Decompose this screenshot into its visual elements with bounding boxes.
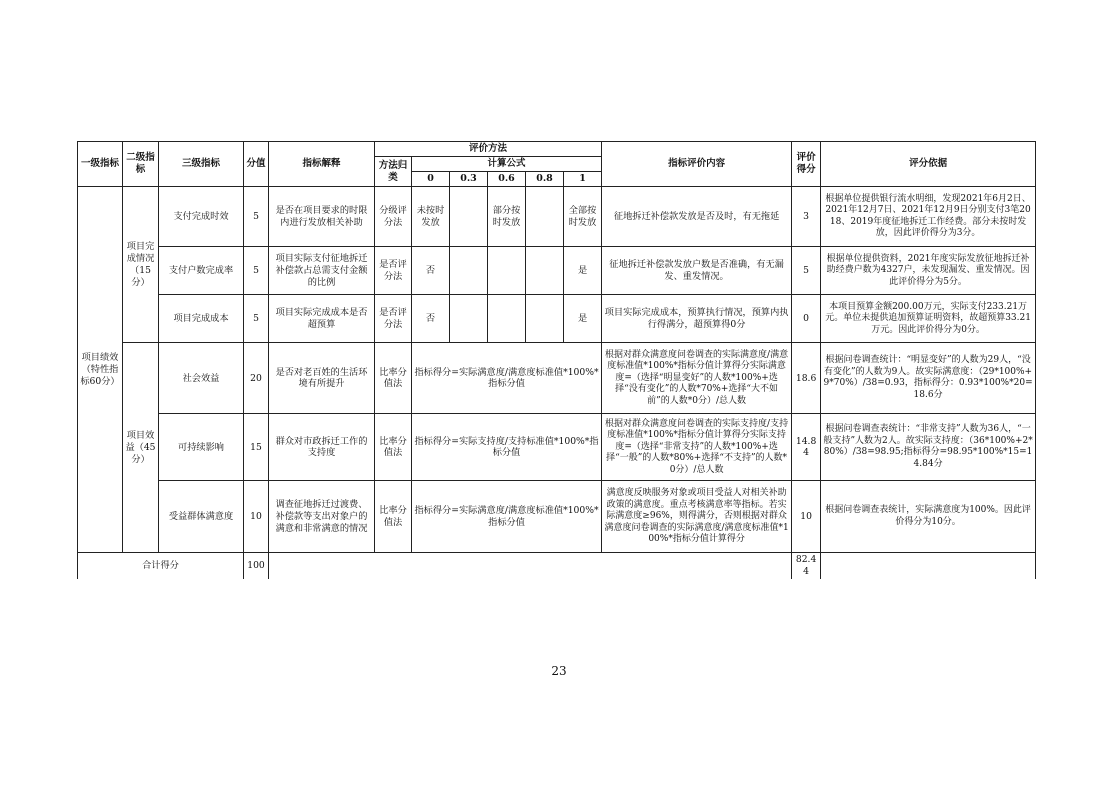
formula-06-cell: 部分按时发放 bbox=[488, 187, 526, 247]
method-cell: 比率分值法 bbox=[375, 343, 412, 414]
table-row bbox=[78, 187, 1036, 247]
basis-cell: 根据单位提供银行流水明细，发现2021年6月2日、2021年12月7日、2021年12月9日分别支付3笔2018、2019年度征地拆迁工作经费。部分未按时发放，因此评价得分为3分。 bbox=[821, 187, 1036, 247]
explain-cell: 群众对市政拆迁工作的支持度 bbox=[269, 414, 375, 481]
formula-03-cell bbox=[450, 187, 488, 247]
formula-cell: 指标得分=实际满意度/满意度标准值*100%*指标分值 bbox=[412, 343, 602, 414]
formula-0-cell: 否 bbox=[412, 295, 450, 343]
method-cell: 比率分值法 bbox=[375, 414, 412, 481]
level3-cell: 受益群体满意度 bbox=[159, 481, 244, 553]
header-score: 分值 bbox=[244, 142, 269, 187]
level1-cell: 项目绩效（特性指标60分） bbox=[78, 187, 123, 553]
explain-cell: 是否在项目要求的时限内进行发放相关补助 bbox=[269, 187, 375, 247]
level3-cell: 可持续影响 bbox=[159, 414, 244, 481]
got-cell: 14.84 bbox=[792, 414, 821, 481]
explain-cell: 调查征地拆迁过渡费、补偿款等支出对象户的满意和非常满意的情况 bbox=[269, 481, 375, 553]
score-cell: 5 bbox=[244, 295, 269, 343]
level2-cell: 项目完成情况（15分） bbox=[123, 187, 159, 343]
header-level3: 三级指标 bbox=[159, 142, 244, 187]
content-cell: 满意度反映服务对象或项目受益人对相关补助政策的满意度。重点考核满意率等指标。若实际满意度≥96%，则得满分，否则根据对群众满意度问卷调查的实际满意度/满意度标准值*100%*指标分值计算得分 bbox=[602, 481, 792, 553]
header-level1: 一级指标 bbox=[78, 142, 123, 187]
total-got: 82.44 bbox=[792, 553, 821, 579]
basis-cell: 根据问卷调查表统计，实际满意度为100%。因此评价得分为10分。 bbox=[821, 481, 1036, 553]
header-c06: 0.6 bbox=[488, 172, 526, 187]
header-c1: 1 bbox=[564, 172, 602, 187]
header-row-1 bbox=[78, 142, 1036, 157]
total-blank bbox=[269, 553, 792, 579]
content-cell: 根据对群众满意度问卷调查的实际支持度/支持度标准值*100%*指标分值计算得分实际支持度=（选择“非常支持”的人数*100%+选择“一般”的人数*80%+选择“不支持”的人数*0分）/总人数 bbox=[602, 414, 792, 481]
page-number: 23 bbox=[551, 664, 567, 678]
level3-cell: 项目完成成本 bbox=[159, 295, 244, 343]
evaluation-table-sheet bbox=[77, 141, 1033, 579]
formula-03-cell bbox=[450, 295, 488, 343]
method-cell: 分级评分法 bbox=[375, 187, 412, 247]
basis-cell: 本项目预算金额200.00万元，实际支付233.21万元。单位未提供追加预算证明资料，故超预算33.21万元。因此评价得分为0分。 bbox=[821, 295, 1036, 343]
content-cell: 征地拆迁补偿款发放是否及时，有无拖延 bbox=[602, 187, 792, 247]
header-method-group: 评价方法 bbox=[375, 142, 602, 157]
content-cell: 项目实际完成成本，预算执行情况，预算内执行得满分，超预算得0分 bbox=[602, 295, 792, 343]
score-cell: 5 bbox=[244, 187, 269, 247]
formula-03-cell bbox=[450, 247, 488, 295]
formula-1-cell: 全部按时发放 bbox=[564, 187, 602, 247]
level3-cell: 社会效益 bbox=[159, 343, 244, 414]
basis-cell: 根据问卷调查统计：“明显变好”的人数为29人，“没有变化”的人数为9人。故实际满意度：（29*100%+9*70%）/38=0.93，指标得分：0.93*100%*20=18.6分 bbox=[821, 343, 1036, 414]
formula-08-cell bbox=[526, 187, 564, 247]
got-cell: 5 bbox=[792, 247, 821, 295]
explain-cell: 项目实际支付征地拆迁补偿款占总需支付金额的比例 bbox=[269, 247, 375, 295]
total-basis-blank bbox=[821, 553, 1036, 579]
explain-cell: 项目实际完成成本是否超预算 bbox=[269, 295, 375, 343]
formula-08-cell bbox=[526, 295, 564, 343]
method-cell: 是否评分法 bbox=[375, 247, 412, 295]
header-c03: 0.3 bbox=[450, 172, 488, 187]
header-basis: 评分依据 bbox=[821, 142, 1036, 187]
formula-06-cell bbox=[488, 295, 526, 343]
score-cell: 15 bbox=[244, 414, 269, 481]
formula-1-cell: 是 bbox=[564, 247, 602, 295]
header-content: 指标评价内容 bbox=[602, 142, 792, 187]
header-method-type: 方法归类 bbox=[375, 157, 412, 187]
table-row bbox=[78, 481, 1036, 553]
table-row bbox=[78, 295, 1036, 343]
header-c0: 0 bbox=[412, 172, 450, 187]
header-c08: 0.8 bbox=[526, 172, 564, 187]
total-label: 合计得分 bbox=[78, 553, 244, 579]
formula-08-cell bbox=[526, 247, 564, 295]
total-row bbox=[78, 553, 1036, 579]
performance-evaluation-table bbox=[77, 141, 1036, 579]
table-row bbox=[78, 414, 1036, 481]
level2-cell: 项目效益（45分） bbox=[123, 343, 159, 553]
header-level2: 二级指标 bbox=[123, 142, 159, 187]
level3-cell: 支付户数完成率 bbox=[159, 247, 244, 295]
explain-cell: 是否对老百姓的生活环境有所提升 bbox=[269, 343, 375, 414]
header-formula: 计算公式 bbox=[412, 157, 602, 172]
score-cell: 5 bbox=[244, 247, 269, 295]
formula-0-cell: 否 bbox=[412, 247, 450, 295]
got-cell: 18.6 bbox=[792, 343, 821, 414]
table-row bbox=[78, 343, 1036, 414]
header-got: 评价得分 bbox=[792, 142, 821, 187]
method-cell: 比率分值法 bbox=[375, 481, 412, 553]
content-cell: 征地拆迁补偿款发放户数是否准确，有无漏发、重发情况。 bbox=[602, 247, 792, 295]
basis-cell: 根据问卷调查表统计：“非常支持”人数为36人，“一般支持”人数为2人。故实际支持度：（36*100%+2*80%）/38=98.95;指标得分=98.95*100%*15=14.84分 bbox=[821, 414, 1036, 481]
formula-0-cell: 未按时发放 bbox=[412, 187, 450, 247]
total-score: 100 bbox=[244, 553, 269, 579]
header-explain: 指标解释 bbox=[269, 142, 375, 187]
got-cell: 10 bbox=[792, 481, 821, 553]
score-cell: 10 bbox=[244, 481, 269, 553]
formula-06-cell bbox=[488, 247, 526, 295]
score-cell: 20 bbox=[244, 343, 269, 414]
formula-cell: 指标得分=实际支持度/支持标准值*100%*指标分值 bbox=[412, 414, 602, 481]
method-cell: 是否评分法 bbox=[375, 295, 412, 343]
got-cell: 3 bbox=[792, 187, 821, 247]
level3-cell: 支付完成时效 bbox=[159, 187, 244, 247]
formula-cell: 指标得分=实际满意度/满意度标准值*100%*指标分值 bbox=[412, 481, 602, 553]
content-cell: 根据对群众满意度问卷调查的实际满意度/满意度标准值*100%*指标分值计算得分实际满意度=（选择“明显变好”的人数*100%+选择“没有变化”的人数*70%+选择“大不如前”的人数*0分）/总人数 bbox=[602, 343, 792, 414]
table-row bbox=[78, 247, 1036, 295]
formula-1-cell: 是 bbox=[564, 295, 602, 343]
got-cell: 0 bbox=[792, 295, 821, 343]
basis-cell: 根据单位提供资料，2021年度实际发放征地拆迁补助经费户数为4327户，未发现漏发、重发情况。因此评价得分为5分。 bbox=[821, 247, 1036, 295]
